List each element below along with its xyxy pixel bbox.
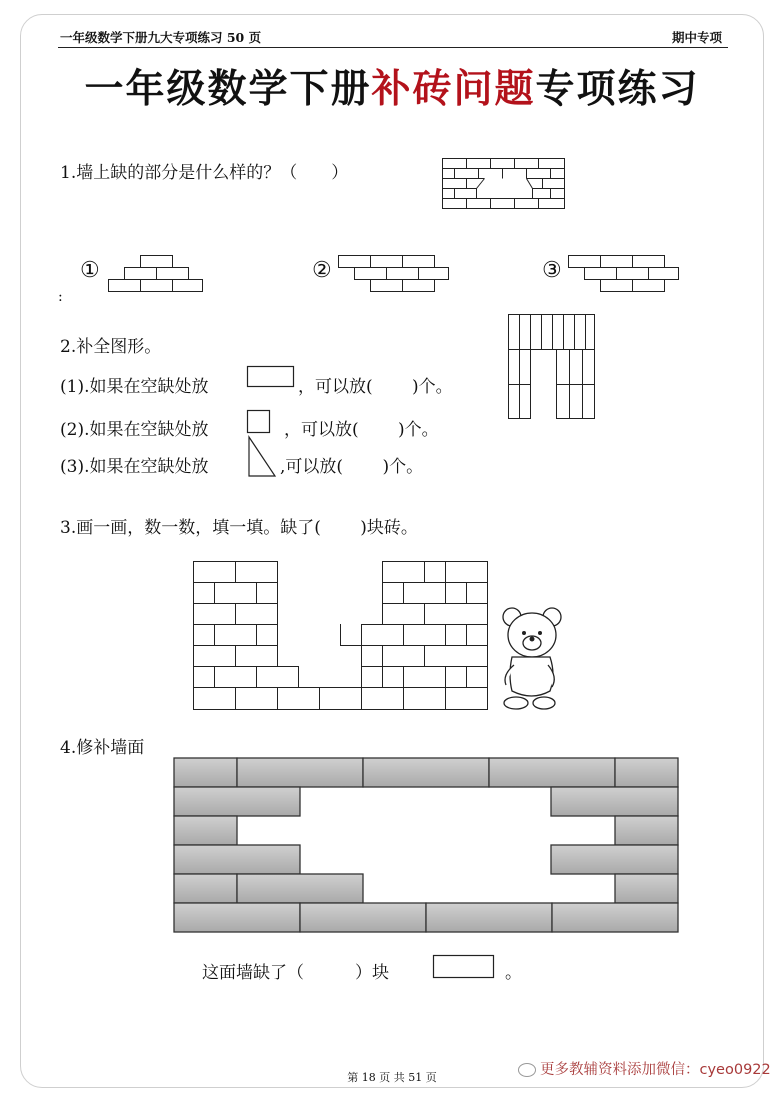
q4-heading: 4.修补墙面: [60, 738, 145, 758]
q1-text: 1.墙上缺的部分是什么样的？（ ）: [60, 163, 349, 183]
q4-answer-before: 这面墙缺了（ ）块: [202, 963, 389, 983]
square-shape: [247, 410, 273, 436]
long-rectangle-shape: [247, 366, 297, 390]
q3-wall-figure: [193, 561, 493, 713]
header-left: 一年级数学下册九大专项练习 50 页: [60, 30, 262, 45]
q1-option-1-bricks: [108, 255, 208, 295]
page-footer: 第 18 页 共 51 页: [347, 1071, 437, 1084]
q2-shape-figure: [508, 314, 598, 419]
q1-option-3[interactable]: ③: [542, 258, 562, 283]
q2-heading: 2.补全图形。: [60, 337, 162, 357]
q4-brick-box[interactable]: [433, 955, 497, 981]
header-right: 期中专项: [672, 30, 723, 45]
q3-text: 3.画一画，数一数，填一填。缺了( )块砖。: [60, 518, 418, 538]
page-title: [0, 58, 784, 114]
q2-line1-before: (1).如果在空缺处放: [60, 377, 209, 397]
watermark-text: 更多教辅资料添加微信：cyeo0922: [540, 1062, 771, 1078]
q1-option-3-bricks: [568, 255, 688, 295]
q1-option-2-bricks: [338, 255, 458, 295]
q2-line2-after: ，可以放( )个。: [284, 420, 439, 440]
q4-answer-after: 。: [505, 963, 522, 983]
q2-line1-after: ，可以放( )个。: [298, 377, 453, 397]
title-highlight: 补砖问题: [371, 66, 536, 112]
stray-mark: :: [58, 289, 63, 305]
q1-wall-figure: [442, 158, 572, 213]
wechat-icon: [518, 1063, 536, 1077]
q2-line3-after: ,可以放( )个。: [280, 457, 424, 477]
triangle-shape: [248, 436, 282, 480]
title-suffix: 专项练习: [535, 66, 700, 112]
watermark: [518, 1058, 771, 1079]
q1-option-2[interactable]: ②: [312, 258, 332, 283]
title-prefix: 一年级数学下册: [84, 66, 372, 112]
q2-line3-before: (3).如果在空缺处放: [60, 457, 209, 477]
q2-line2-before: (2).如果在空缺处放: [60, 420, 209, 440]
q1-option-1[interactable]: ①: [80, 258, 100, 283]
q4-wall-figure: [173, 757, 683, 937]
bear-icon: [498, 605, 568, 715]
header-rule: [58, 47, 728, 48]
